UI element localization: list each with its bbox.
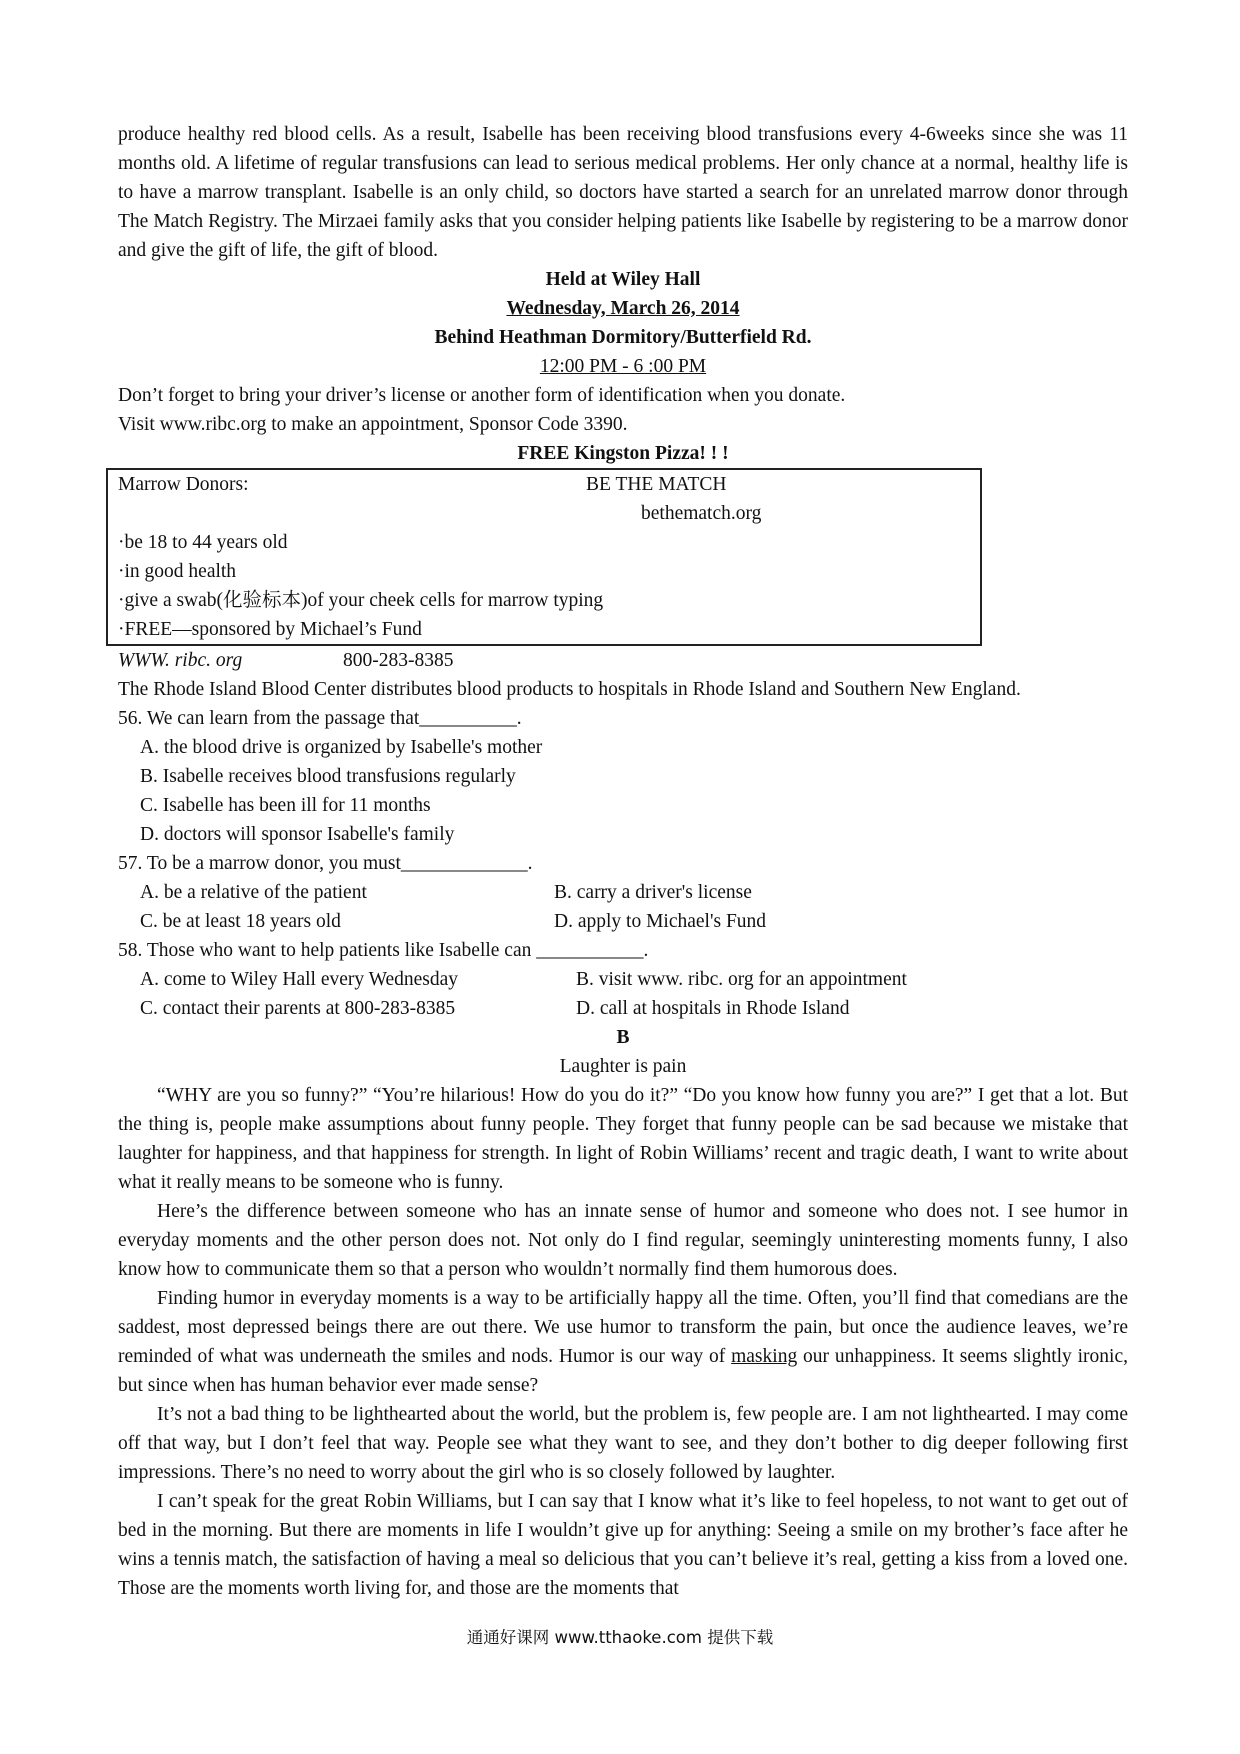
event-location: Held at Wiley Hall [545,269,701,290]
box-brand: BE THE MATCH [586,474,727,495]
page-footer: 通通好课网 www.tthaoke.com 提供下载 [466,1628,774,1647]
passage-paragraph-2: Here’s the difference between someone who has an innate sense of humor and someone who does not. I see humor in everyday moments and the other person does not. Not only do I find regular, seemingly uninteresting moments funny, I also know how to communicate them so that a person who wouldn’t normally find them humorous does. [118,1201,1128,1280]
question-58-row-1 [118,965,1128,994]
question-57-stem: 57. To be a marrow donor, you must_____________. [118,853,533,874]
ribc-phone: 800-283-8385 [343,650,454,671]
passage-paragraph-1: “WHY are you so funny?” “You’re hilarious! How do you do it?” “Do you know how funny you are?” I get that a lot. But the thing is, people make assumptions about funny people. They forget that funny people can be sad because we mistake that laughter for happiness, and that happiness for strength. In light of Robin Williams’ recent and tragic death, I want to write about what it really means to be someone who is funny. [118,1085,1128,1193]
question-58-row-2 [118,994,1128,1023]
event-date: Wednesday, March 26, 2014 [506,298,740,319]
event-time: 12:00 PM - 6 :00 PM [539,356,707,377]
passage-paragraph-4: It’s not a bad thing to be lighthearted about the world, but the problem is, few people are. I am not lighthearted. I may come off that way, but I don’t feel that way. People see what they want to see, and they don’t bother to dig deeper following first impressions. There’s no need to worry about the girl who is so closely followed by laughter. [118,1404,1128,1483]
marrow-donor-box [106,468,982,646]
question-56-option-b: B. Isabelle receives blood transfusions regularly [140,766,516,787]
box-item: ·in good health [118,561,237,582]
box-item: ·give a swab(化验标本)of your cheek cells for marrow typing [118,590,604,611]
intro-paragraph: produce healthy red blood cells. As a result, Isabelle has been receiving blood transfusions every 4-6weeks since she was 11 months old. A lifetime of regular transfusions can lead to serious medical problems. Her only chance at a normal, healthy life is to have a marrow transplant. Isabelle is an only child, so doctors have started a search for an unrelated marrow donor through The Match Registry. The Mirzaei family asks that you consider helping patients like Isabelle by registering to be a marrow donor and give the gift of life, the gift of blood. [118,124,1128,261]
event-place: Behind Heathman Dormitory/Butterfield Rd. [434,327,812,348]
box-item: ·be 18 to 44 years old [118,532,288,553]
box-header-row [118,470,970,499]
section-title: Laughter is pain [559,1056,687,1077]
question-56-stem: 56. We can learn from the passage that__________. [118,708,522,729]
passage-paragraph-3 [118,1284,1128,1400]
ribc-site: WWW. ribc. org [118,650,243,671]
box-url: bethematch.org [641,503,762,524]
event-visit: Visit www.ribc.org to make an appointment, Sponsor Code 3390. [118,414,628,435]
question-57-row-2 [118,907,1128,936]
question-58-stem: 58. Those who want to help patients like Isabelle can ___________. [118,940,649,961]
section-letter: B [616,1027,630,1048]
question-58-option-d: D. call at hospitals in Rhode Island [576,998,850,1019]
passage-paragraph-5: I can’t speak for the great Robin Williams, but I can say that I know what it’s like to feel hopeless, to not want to get out of bed in the morning. But there are moments in life I wouldn’t give up for anything: Seeing a smile on my brother’s face after he wins a tennis match, the satisfaction of having a meal so delicious that you can’t believe it’s real, getting a kiss from a loved one. Those are the moments worth living for, and those are the moments that [118,1491,1128,1599]
box-url-row [118,499,970,528]
question-57-option-a: A. be a relative of the patient [140,882,367,903]
question-57-row-1 [118,878,1128,907]
document-page [118,120,1128,1603]
question-58-option-c: C. contact their parents at 800-283-8385 [140,998,456,1019]
question-56-option-a: A. the blood drive is organized by Isabelle's mother [140,737,543,758]
question-57-option-c: C. be at least 18 years old [140,911,341,932]
question-57-option-d: D. apply to Michael's Fund [554,911,767,932]
question-58-option-b: B. visit www. ribc. org for an appointment [576,969,907,990]
question-56-option-d: D. doctors will sponsor Isabelle's family [140,824,455,845]
ribc-note: The Rhode Island Blood Center distributes blood products to hospitals in Rhode Island and Southern New England. [118,679,1021,700]
underlined-word-masking: masking [731,1346,798,1367]
box-item: ·FREE—sponsored by Michael’s Fund [118,619,422,640]
event-pizza: FREE Kingston Pizza! ! ! [517,443,729,464]
question-56-option-c: C. Isabelle has been ill for 11 months [140,795,431,816]
paragraph-3-part-1: Finding humor in everyday moments is a way to be artificially happy all the time. Often, you’ll find that comedians are the saddest, most depressed beings there are out there. We use humor to transform the pain, but once the audience leaves, we’re reminded of what was underneath the smiles and nods. Humor is our way of [118,1288,1128,1367]
paragraph-3-part-2: our unhappiness. It seems slightly ironic, but since when has human behavior ever made sense? [118,1346,1128,1396]
question-57-option-b: B. carry a driver's license [554,882,752,903]
event-reminder: Don’t forget to bring your driver’s license or another form of identification when you donate. [118,385,846,406]
box-heading: Marrow Donors: [118,474,249,495]
ribc-contact-line [118,646,1128,675]
question-58-option-a: A. come to Wiley Hall every Wednesday [140,969,459,990]
